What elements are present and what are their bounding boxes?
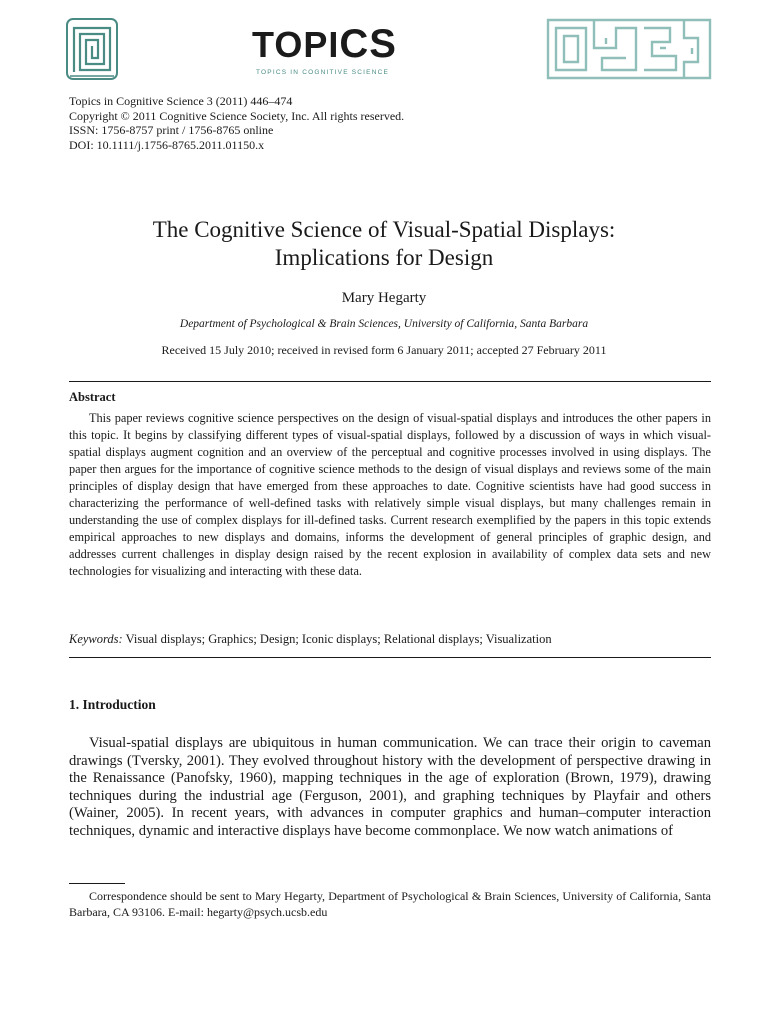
author-name: Mary Hegarty bbox=[341, 290, 427, 306]
journal-brand-name: TOPICS bbox=[252, 22, 397, 66]
title-line-2: Implications for Design bbox=[274, 245, 494, 270]
abstract-top-rule bbox=[69, 381, 711, 382]
doi: DOI: 10.1111/j.1756-8765.2011.01150.x bbox=[69, 137, 265, 152]
journal-citation: Topics in Cognitive Science 3 (2011) 446–474 bbox=[69, 94, 293, 108]
correspondence-footnote: Correspondence should be sent to Mary Hegarty, Department of Psychological & Brain Sciences, University of California, Santa Barbara, CA 93106. E-mail: hegarty@psych.ucsb.edu bbox=[69, 889, 711, 919]
title-line-1: The Cognitive Science of Visual-Spatial Displays: bbox=[152, 217, 616, 242]
maze-pattern-icon bbox=[546, 18, 712, 80]
journal-info bbox=[69, 94, 404, 152]
received-dates: Received 15 July 2010; received in revised form 6 January 2011; accepted 27 February 2011 bbox=[161, 343, 607, 357]
abstract-heading: Abstract bbox=[69, 390, 116, 404]
article-title bbox=[0, 216, 768, 272]
abstract-bottom-rule bbox=[69, 657, 711, 658]
issn: ISSN: 1756-8757 print / 1756-8765 online bbox=[69, 123, 274, 137]
keywords-list: Visual displays; Graphics; Design; Iconic displays; Relational displays; Visualization bbox=[125, 632, 552, 646]
introduction-paragraph: Visual-spatial displays are ubiquitous in human communication. We can trace their origin to caveman drawings (Tversky, 2001). They evolved throughout history with the development of perspective drawing in the Renaissance (Panofsky, 1960), mapping techniques in the age of exploration (Brown, 1979), drawing techniques during the industrial age (Ferguson, 2001), and graphing techniques by Playfair and others (Wainer, 2005). In recent years, with advances in computer graphics and human–computer interaction techniques, dynamic and interactive displays have become commonplace. We now watch animations of bbox=[69, 735, 711, 839]
journal-logo bbox=[252, 24, 412, 80]
maze-logo-icon bbox=[66, 18, 118, 80]
abstract-text: This paper reviews cognitive science perspectives on the design of visual-spatial displays and introduces the other papers in this topic. It begins by classifying different types of visual-spatial displays, followed by a discussion of ways in which visual-spatial displays augment cognition and an overview of the perceptual and cognitive processes involved in using displays. The paper then argues for the importance of cognitive science methods to the design of visual displays and reviews some of the main principles of display design that have emerged from these approaches to date. Cognitive scientists have had good success in characterizing the performance of well-defined tasks with relatively simple visual displays, but many challenges remain in understanding the use of complex displays for ill-defined tasks. Current research exemplified by the papers in this topic extends empirical approaches to new displays and domains, informs the development of general principles of graphic design, and addresses current challenges in display design raised by the recent explosion in availability of complex data sets and new technologies for visualizing and interacting with these data. bbox=[69, 411, 711, 578]
section-heading-introduction: 1. Introduction bbox=[69, 697, 156, 712]
copyright-notice: Copyright © 2011 Cognitive Science Society, Inc. All rights reserved. bbox=[69, 108, 405, 123]
keywords bbox=[69, 632, 711, 647]
footnote-rule bbox=[69, 883, 125, 884]
keywords-label: Keywords: bbox=[69, 632, 123, 646]
author-affiliation: Department of Psychological & Brain Sciences, University of California, Santa Barbara bbox=[179, 318, 589, 330]
journal-tagline: TOPICS IN COGNITIVE SCIENCE bbox=[256, 69, 390, 76]
journal-masthead bbox=[0, 0, 768, 90]
